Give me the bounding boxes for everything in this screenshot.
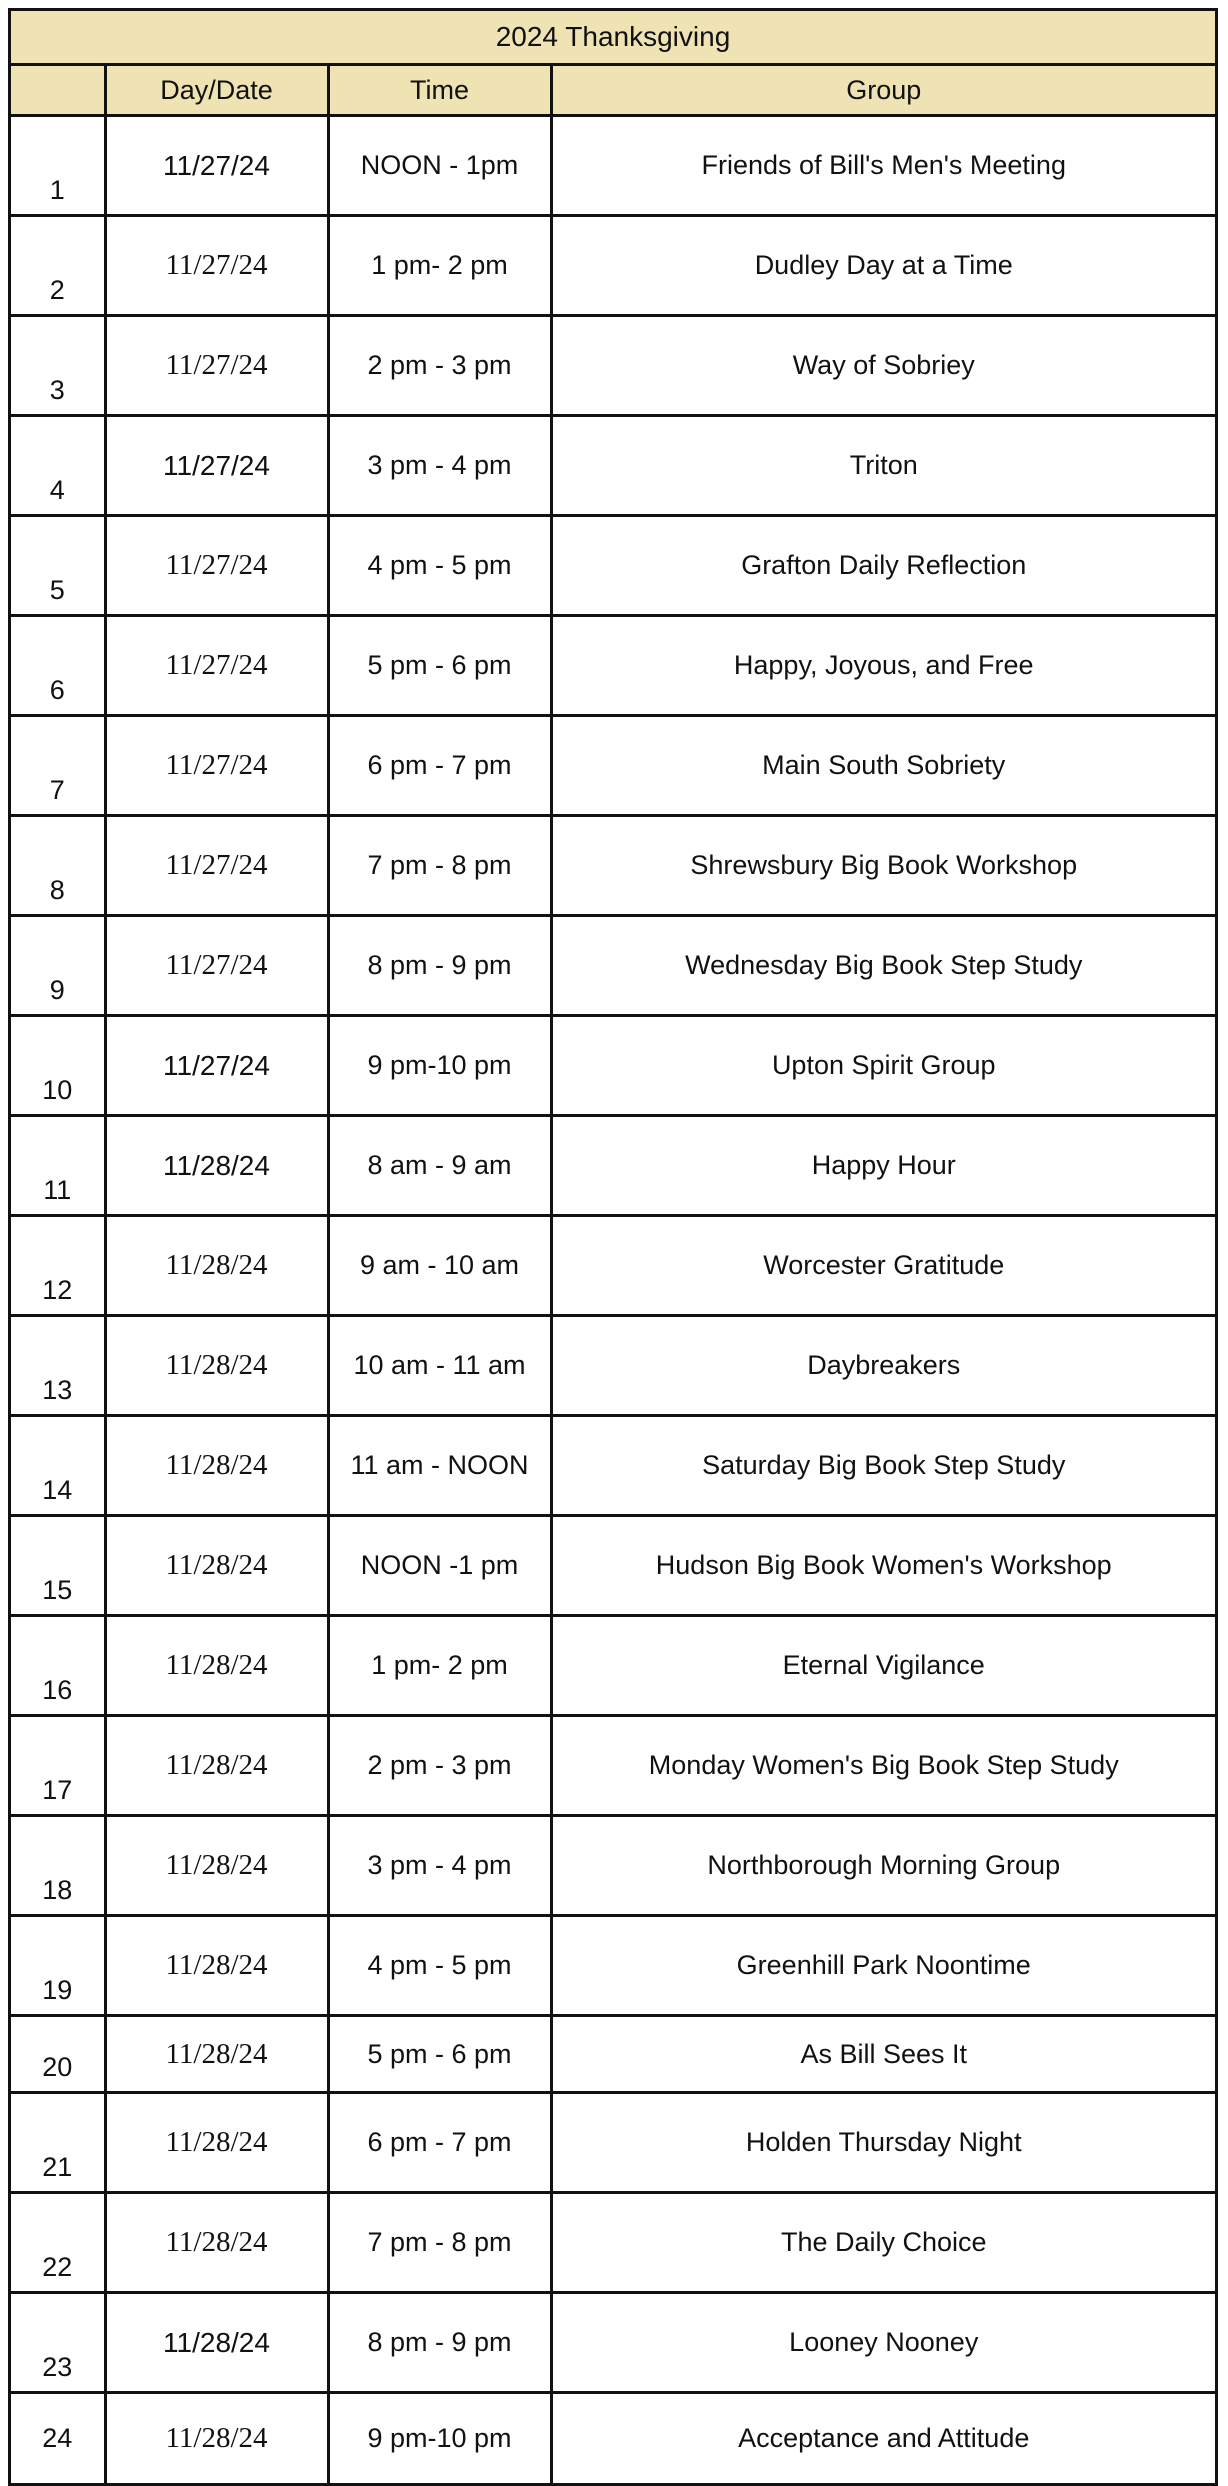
table-row [11,1216,1215,1316]
row-date: 11/27/24 [105,516,328,616]
row-group: Way of Sobriey [551,316,1215,416]
row-time: NOON -1 pm [328,1516,551,1616]
row-time: 3 pm - 4 pm [328,416,551,516]
row-number: 17 [11,1716,105,1816]
schedule-sheet [8,8,1218,2486]
row-number: 19 [11,1916,105,2016]
row-time: 6 pm - 7 pm [328,2093,551,2193]
row-group: The Daily Choice [551,2193,1215,2293]
row-date: 11/28/24 [105,1416,328,1516]
row-date: 11/28/24 [105,1816,328,1916]
table-row [11,1516,1215,1616]
row-group: Acceptance and Attitude [738,2423,1030,2453]
row-date: 11/27/24 [105,316,328,416]
table-row [11,616,1215,716]
row-number: 22 [11,2193,105,2293]
row-group: As Bill Sees It [551,2016,1215,2093]
row-group: Main South Sobriety [551,716,1215,816]
row-time: 3 pm - 4 pm [328,1816,551,1916]
row-group: Happy Hour [551,1116,1215,1216]
row-number: 7 [11,716,105,816]
header-row [11,66,1215,116]
row-group: Saturday Big Book Step Study [551,1416,1215,1516]
row-time: 5 pm - 6 pm [328,616,551,716]
row-time: 9 pm-10 pm [328,1016,551,1116]
row-time: NOON - 1pm [328,116,551,216]
row-time: 4 pm - 5 pm [328,1916,551,2016]
row-date: 11/28/24 [105,2093,328,2193]
row-time: 7 pm - 8 pm [328,2193,551,2293]
row-date: 11/28/24 [105,1916,328,2016]
row-number: 1 [11,116,105,216]
table-row [11,2193,1215,2293]
row-number: 4 [11,416,105,516]
row-time: 4 pm - 5 pm [328,516,551,616]
row-date: 11/28/24 [105,1716,328,1816]
row-time: 11 am - NOON [328,1416,551,1516]
row-time: 9 am - 10 am [328,1216,551,1316]
table-row [11,716,1215,816]
row-date: 11/28/24 [105,2393,328,2484]
row-date: 11/27/24 [105,616,328,716]
row-date: 11/28/24 [105,1216,328,1316]
table-row [11,1416,1215,1516]
row-number: 14 [11,1416,105,1516]
row-group: Monday Women's Big Book Step Study [551,1716,1215,1816]
row-time: 1 pm- 2 pm [328,216,551,316]
row-group: Grafton Daily Reflection [551,516,1215,616]
row-group: Upton Spirit Group [551,1016,1215,1116]
schedule-rows [11,116,1215,2484]
row-group: Dudley Day at a Time [551,216,1215,316]
table-row [11,416,1215,516]
row-date: 11/27/24 [105,916,328,1016]
row-date: 11/27/24 [105,416,328,516]
row-time: 8 am - 9 am [328,1116,551,1216]
table-row [11,316,1215,416]
row-group: Happy, Joyous, and Free [551,616,1215,716]
table-row [11,216,1215,316]
table-row [11,1916,1215,2016]
row-number: 16 [11,1616,105,1716]
row-number: 3 [11,316,105,416]
row-number: 12 [11,1216,105,1316]
row-time: 1 pm- 2 pm [328,1616,551,1716]
row-number: 23 [11,2293,105,2393]
table-row [11,1816,1215,1916]
row-number: 21 [11,2093,105,2193]
row-time: 8 pm - 9 pm [328,916,551,1016]
row-time: 7 pm - 8 pm [328,816,551,916]
row-group: Shrewsbury Big Book Workshop [551,816,1215,916]
header-number [11,66,105,116]
row-number: 10 [11,1016,105,1116]
row-date: 11/28/24 [105,2193,328,2293]
table-row [11,1716,1215,1816]
header-day-date: Day/Date [105,66,328,116]
row-date: 11/27/24 [105,1016,328,1116]
table-row [11,1616,1215,1716]
table-row [11,1016,1215,1116]
row-group: Greenhill Park Noontime [551,1916,1215,2016]
row-group: Friends of Bill's Men's Meeting [551,116,1215,216]
table-row [11,516,1215,616]
row-date: 11/27/24 [105,816,328,916]
row-number: 24 [11,2393,105,2484]
row-group: Eternal Vigilance [551,1616,1215,1716]
table-row [11,816,1215,916]
row-date: 11/28/24 [105,1316,328,1416]
row-group: Northborough Morning Group [551,1816,1215,1916]
row-number: 6 [11,616,105,716]
table-row [11,1316,1215,1416]
row-group: Hudson Big Book Women's Workshop [551,1516,1215,1616]
row-date: 11/28/24 [105,2016,328,2093]
row-time: 6 pm - 7 pm [328,716,551,816]
row-date: 11/27/24 [105,716,328,816]
row-number: 13 [11,1316,105,1416]
row-group: Worcester Gratitude [551,1216,1215,1316]
table-row [11,116,1215,216]
row-date: 11/28/24 [105,1516,328,1616]
row-time: 5 pm - 6 pm [328,2016,551,2093]
row-group: Holden Thursday Night [551,2093,1215,2193]
row-number: 11 [11,1116,105,1216]
row-group: Daybreakers [551,1316,1215,1416]
row-date: 11/28/24 [105,1116,328,1216]
row-number: 2 [11,216,105,316]
header-time: Time [328,66,551,116]
row-group: Looney Nooney [551,2293,1215,2393]
row-group: Wednesday Big Book Step Study [551,916,1215,1016]
row-number: 18 [11,1816,105,1916]
row-number: 9 [11,916,105,1016]
row-time: 8 pm - 9 pm [328,2293,551,2393]
row-number: 15 [11,1516,105,1616]
row-date: 11/27/24 [105,116,328,216]
row-group: Triton [551,416,1215,516]
table-row [11,2016,1215,2093]
table-row [11,2293,1215,2393]
row-number: 5 [11,516,105,616]
row-time: 2 pm - 3 pm [328,1716,551,1816]
table-row [11,1116,1215,1216]
table-row [11,2093,1215,2193]
row-date: 11/27/24 [105,216,328,316]
row-number: 8 [11,816,105,916]
row-date: 11/28/24 [105,1616,328,1716]
header-group: Group [551,66,1215,116]
row-time: 2 pm - 3 pm [328,316,551,416]
row-date: 11/28/24 [105,2293,328,2393]
schedule-title: 2024 Thanksgiving [11,11,1215,66]
row-number: 20 [11,2016,105,2093]
table-row [11,2393,1215,2484]
schedule-table [11,66,1215,2483]
table-row [11,916,1215,1016]
row-time: 10 am - 11 am [328,1316,551,1416]
row-time: 9 pm-10 pm [328,2393,551,2484]
